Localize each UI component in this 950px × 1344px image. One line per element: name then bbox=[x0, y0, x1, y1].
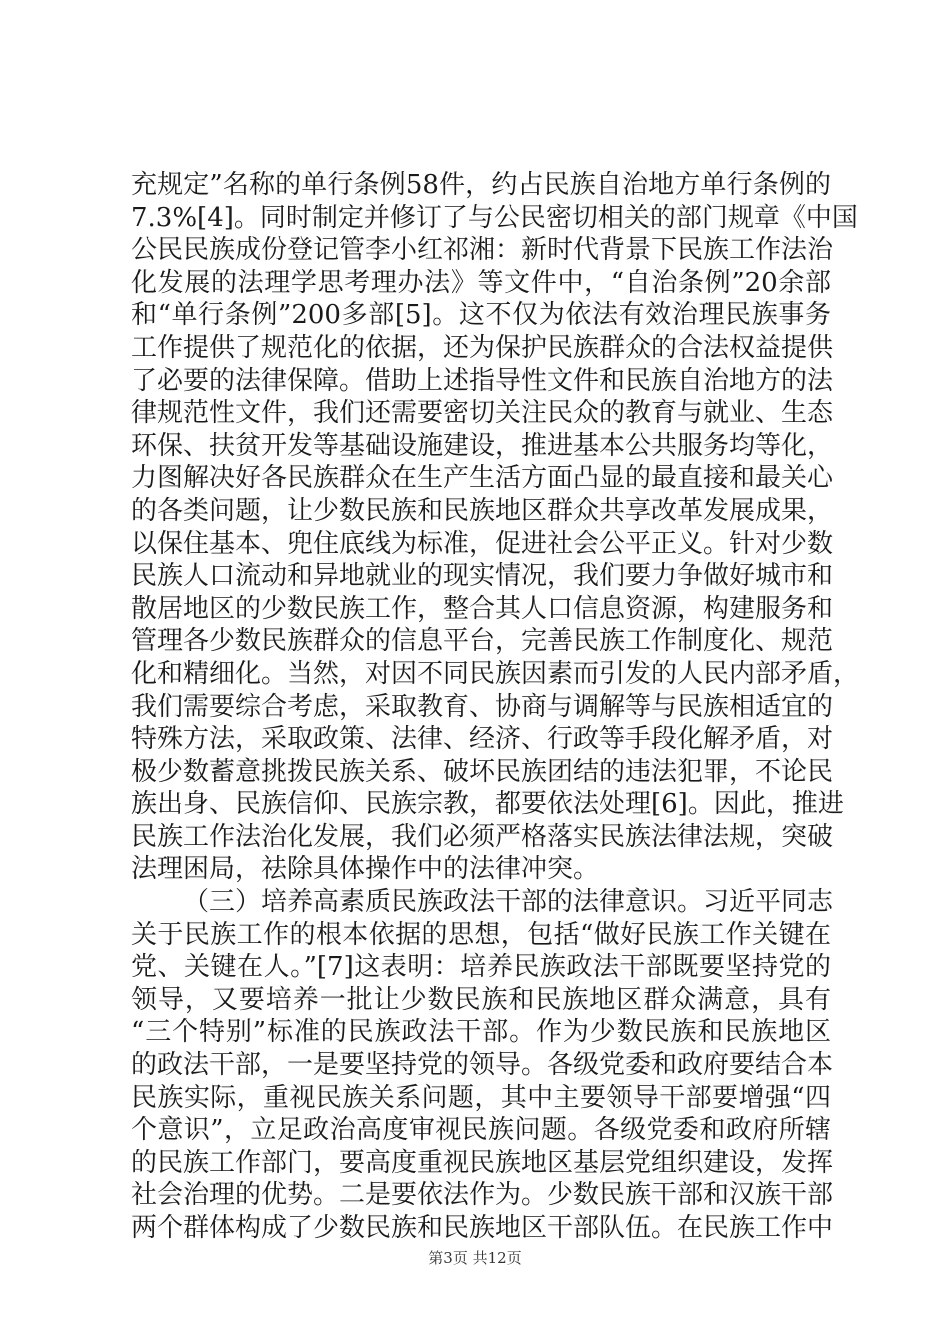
text-line: 律规范性文件，我们还需要密切关注民众的教育与就业、生态 bbox=[131, 398, 834, 429]
text-line: 了必要的法律保障。借助上述指导性文件和民族自治地方的法 bbox=[131, 365, 834, 396]
document-body bbox=[131, 170, 860, 1246]
text-line: 我们需要综合考虑，采取教育、协商与调解等与民族相适宜的 bbox=[131, 691, 834, 722]
text-line: 的各类问题，让少数民族和民族地区群众共享改革发展成果， bbox=[131, 495, 834, 526]
text-line: 和“单行条例”200多部[5]。这不仅为依法有效治理民族事务 bbox=[131, 300, 831, 331]
text-line: 的民族工作部门，要高度重视民族地区基层党组织建设，发挥 bbox=[131, 1147, 834, 1178]
text-line: 法理困局，祛除具体操作中的法律冲突。 bbox=[131, 854, 600, 885]
text-line: 个意识”，立足政治高度审视民族问题。各级党委和政府所辖 bbox=[131, 1115, 831, 1146]
text-line: “三个特别”标准的民族政法干部。作为少数民族和民族地区 bbox=[131, 1017, 831, 1048]
text-line: 散居地区的少数民族工作，整合其人口信息资源，构建服务和 bbox=[131, 593, 834, 624]
text-line: 民族工作法治化发展，我们必须严格落实民族法律法规，突破 bbox=[131, 821, 834, 852]
page-footer: 第3页 共12页 bbox=[428, 1249, 522, 1267]
text-line: 7.3%[4]。同时制定并修订了与公民密切相关的部门规章《中国 bbox=[131, 202, 858, 233]
paragraph bbox=[131, 170, 860, 885]
text-line: 极少数蓄意挑拨民族关系、破坏民族团结的违法犯罪，不论民 bbox=[131, 756, 834, 787]
text-line: （三）培养高素质民族政法干部的法律意识。习近平同志 bbox=[183, 887, 834, 918]
paragraph bbox=[131, 887, 834, 1243]
text-line: 领导，又要培养一批让少数民族和民族地区群众满意，具有 bbox=[131, 984, 831, 1015]
text-line: 环保、扶贫开发等基础设施建设，推进基本公共服务均等化， bbox=[131, 430, 834, 461]
text-line: 特殊方法，采取政策、法律、经济、行政等手段化解矛盾，对 bbox=[131, 724, 834, 755]
text-line: 族出身、民族信仰、民族宗教，都要依法处理[6]。因此，推进 bbox=[131, 789, 844, 820]
text-line: 两个群体构成了少数民族和民族地区干部队伍。在民族工作中 bbox=[131, 1213, 834, 1243]
text-line: 民族实际，重视民族关系问题，其中主要领导干部要增强“四 bbox=[131, 1082, 831, 1113]
text-line: 化和精细化。当然，对因不同民族因素而引发的人民内部矛盾， bbox=[131, 658, 860, 689]
text-line: 化发展的法理学思考理办法》等文件中，“自治条例”20余部 bbox=[131, 267, 831, 298]
text-line: 以保住基本、兜住底线为标准，促进社会公平正义。针对少数 bbox=[131, 528, 834, 559]
text-line: 管理各少数民族群众的信息平台，完善民族工作制度化、规范 bbox=[131, 626, 834, 657]
text-line: 的政法干部，一是要坚持党的领导。各级党委和政府要结合本 bbox=[131, 1050, 834, 1081]
text-line: 充规定”名称的单行条例58件，约占民族自治地方单行条例的 bbox=[131, 170, 831, 200]
text-line: 社会治理的优势。二是要依法作为。少数民族干部和汉族干部 bbox=[131, 1180, 834, 1211]
text-line: 关于民族工作的根本依据的思想，包括“做好民族工作关键在 bbox=[131, 919, 831, 950]
text-line: 力图解决好各民族群众在生产生活方面凸显的最直接和最关心 bbox=[131, 463, 834, 494]
text-line: 党、关键在人。”[7]这表明：培养民族政法干部既要坚持党的 bbox=[131, 952, 831, 983]
text-line: 公民民族成份登记管李小红祁湘：新时代背景下民族工作法治 bbox=[131, 235, 834, 266]
text-line: 工作提供了规范化的依据，还为保护民族群众的合法权益提供 bbox=[131, 332, 834, 363]
text-line: 民族人口流动和异地就业的现实情况，我们要力争做好城市和 bbox=[131, 561, 834, 592]
